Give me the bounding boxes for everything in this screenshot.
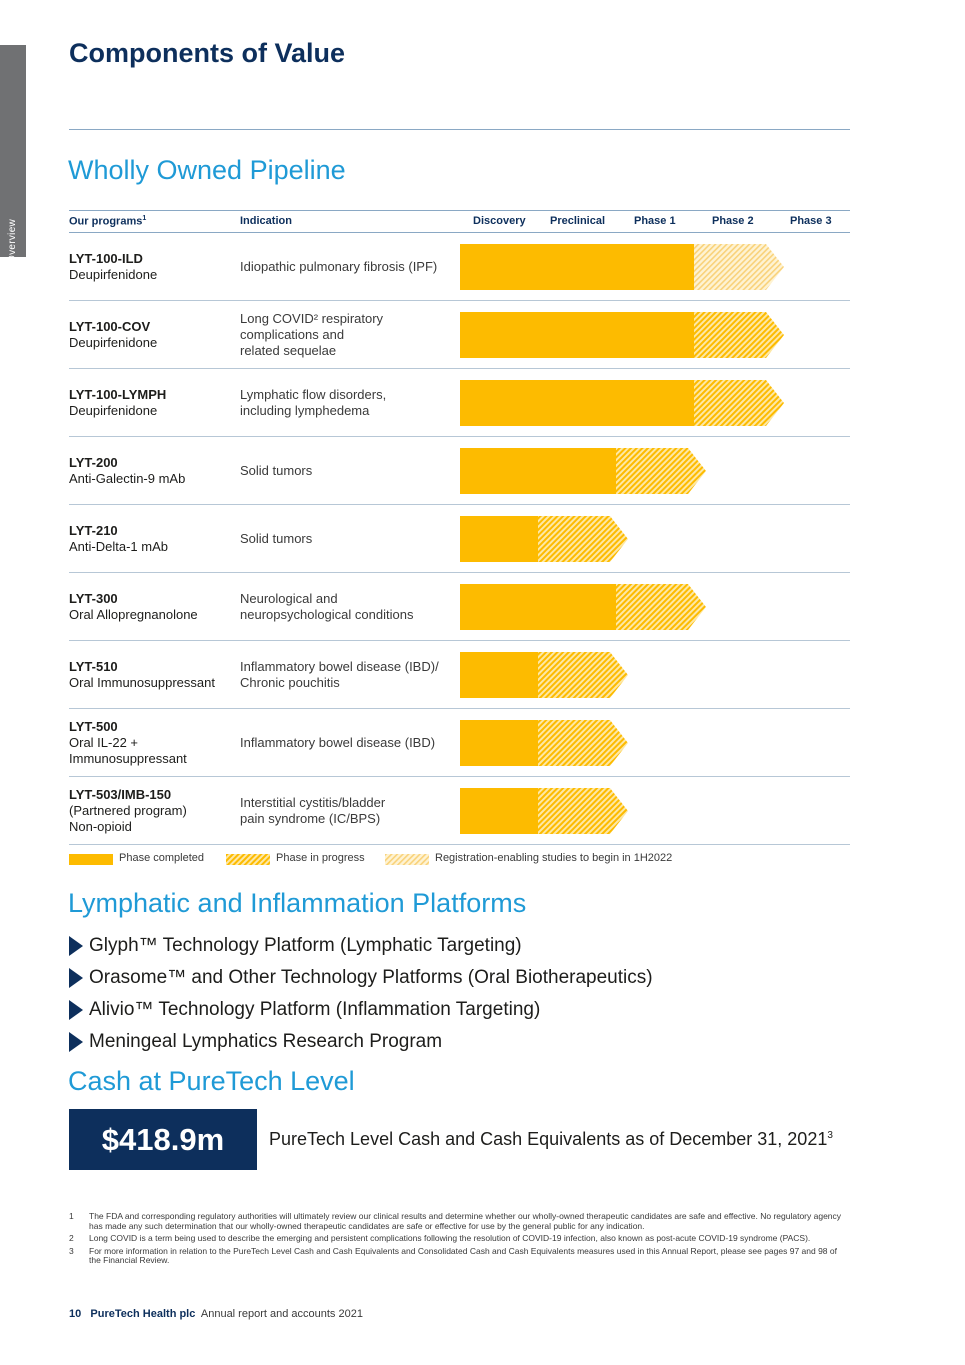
phase-progress-bar — [460, 516, 628, 562]
phase-in-progress-segment — [538, 652, 628, 698]
platform-item: Alivio™ Technology Platform (Inflammation Targeting) — [69, 996, 653, 1028]
indication-cell — [240, 505, 460, 572]
program-description: Immunosuppressant — [69, 750, 187, 766]
page-title: Components of Value — [69, 38, 346, 68]
indication-line: Long COVID² respiratory — [240, 310, 384, 326]
program-code: LYT-500 — [69, 718, 118, 734]
phase-progress-bar — [460, 244, 784, 290]
footnote: 3 For more information in relation to the PureTech Level Cash and Cash Equivalents and Consolidated Cash and Cash Equivalents measures used in this Annual Report, please see pages 97 and 98 of the Financial Review. — [69, 1245, 837, 1265]
phase-in-progress-segment — [538, 720, 628, 766]
platform-item: Glyph™ Technology Platform (Lymphatic Targeting) — [69, 932, 653, 964]
footer-report: Annual report and accounts 2021 — [200, 1308, 363, 1320]
program-code: LYT-100-ILD — [69, 250, 143, 266]
indication-cell — [240, 641, 460, 708]
program-code: LYT-100-LYMPH — [69, 386, 167, 402]
legend-registration: Registration-enabling studies to begin in 1H2022 — [435, 852, 673, 864]
program-code: LYT-300 — [69, 590, 118, 606]
indication-cell — [240, 301, 460, 368]
pipeline-table — [69, 210, 850, 845]
page-number: 10 — [69, 1308, 82, 1320]
program-description: Oral IL-22 + — [69, 734, 139, 750]
indication-line: complications and — [240, 326, 345, 342]
phase-completed-segment — [460, 652, 538, 698]
phase-completed-segment — [460, 244, 694, 290]
phase-progress-bar — [460, 380, 784, 426]
bullet-arrow-icon — [69, 968, 83, 988]
program-code: LYT-510 — [69, 658, 118, 674]
indication-line: neuropsychological conditions — [240, 606, 414, 622]
phase-in-progress-segment — [538, 788, 628, 834]
pipeline-row — [69, 709, 850, 777]
indication-line: Idiopathic pulmonary fibrosis (IPF) — [240, 258, 438, 274]
pipeline-row — [69, 573, 850, 641]
registration-segment — [694, 244, 784, 290]
indication-line: Inflammatory bowel disease (IBD) — [240, 734, 436, 750]
indication-cell — [240, 777, 460, 844]
footer-company: PureTech Health plc — [90, 1308, 196, 1320]
phase-completed-segment — [460, 788, 538, 834]
platforms-list — [69, 932, 653, 1060]
footnote: 2 Long COVID is a term being used to describe the emerging and persistent complications following the resolution of COVID-19 infection, also known as post-acute COVID-19 syndrome (PACS). — [69, 1233, 811, 1243]
pipeline-rows — [69, 233, 850, 845]
program-cell — [69, 437, 237, 504]
legend-swatch-completed — [69, 854, 113, 865]
phase-in-progress-segment — [538, 516, 628, 562]
col-discovery: Discovery — [473, 215, 526, 227]
program-cell — [69, 369, 237, 436]
col-programs: Our programs$^1$ — [69, 215, 147, 228]
phase-progress-bar — [460, 312, 784, 358]
pipeline-row — [69, 437, 850, 505]
phase-completed-segment — [460, 312, 694, 358]
footnote: 1 The FDA and corresponding regulatory authorities will ultimately review our clinical results and determine whether our wholly-owned therapeutic candidates are safe and effective. No regulatory agency has made any such determination that our wholly-owned therapeutic candidates are safe or effective for use by the general public for any indication. — [69, 1211, 842, 1231]
program-description: Oral Immunosuppressant — [69, 674, 215, 690]
program-cell — [69, 641, 237, 708]
indication-line: pain syndrome (IC/BPS) — [240, 810, 381, 826]
program-cell — [69, 709, 237, 776]
side-tab-label: Overview — [7, 218, 18, 263]
pipeline-row — [69, 505, 850, 573]
phase-progress-bar — [460, 720, 628, 766]
indication-line: Chronic pouchitis — [240, 674, 340, 690]
program-description: Non-opioid — [69, 818, 132, 834]
page-footer — [69, 1308, 363, 1320]
phase-progress-bar — [460, 448, 706, 494]
program-description: Oral Allopregnanolone — [69, 606, 198, 622]
program-description: Anti-Delta-1 mAb — [69, 538, 168, 554]
legend-completed: Phase completed — [119, 852, 204, 864]
bullet-arrow-icon — [69, 1000, 83, 1020]
pipeline-row — [69, 641, 850, 709]
section-side-tab — [0, 45, 26, 263]
pipeline-table-header — [69, 210, 850, 233]
program-cell — [69, 301, 237, 368]
program-cell — [69, 233, 237, 300]
phase-in-progress-segment — [694, 380, 784, 426]
indication-line: Solid tumors — [240, 462, 313, 478]
pipeline-row — [69, 301, 850, 369]
legend-swatch-registration — [385, 854, 429, 865]
indication-cell — [240, 709, 460, 776]
bullet-arrow-icon — [69, 1032, 83, 1052]
pipeline-row — [69, 233, 850, 301]
indication-line: Neurological and — [240, 590, 338, 606]
cash-heading: Cash at PureTech Level — [68, 1066, 355, 1096]
program-code: LYT-503/IMB-150 — [69, 786, 172, 802]
phase-progress-bar — [460, 652, 628, 698]
cash-amount: $418.9m — [69, 1109, 257, 1170]
indication-line: related sequelae — [240, 342, 337, 358]
phase-progress-bar — [460, 584, 706, 630]
phase-in-progress-segment — [616, 584, 706, 630]
phase-completed-segment — [460, 720, 538, 766]
program-code: LYT-210 — [69, 522, 118, 538]
bullet-arrow-icon — [69, 936, 83, 956]
col-phase2: Phase 2 — [712, 215, 754, 227]
program-cell — [69, 573, 237, 640]
indication-line: Interstitial cystitis/bladder — [240, 794, 386, 810]
footnotes — [69, 1212, 849, 1269]
program-cell — [69, 777, 237, 844]
col-indication: Indication — [240, 215, 292, 227]
indication-cell — [240, 233, 460, 300]
indication-line: Solid tumors — [240, 530, 313, 546]
legend-in-progress: Phase in progress — [276, 852, 365, 864]
col-phase3: Phase 3 — [790, 215, 832, 227]
indication-cell — [240, 437, 460, 504]
program-cell — [69, 505, 237, 572]
phase-completed-segment — [460, 380, 694, 426]
indication-line: Inflammatory bowel disease (IBD)/ — [240, 658, 439, 674]
phase-progress-bar — [460, 788, 628, 834]
phase-completed-segment — [460, 448, 616, 494]
pipeline-heading: Wholly Owned Pipeline — [68, 155, 346, 185]
program-description: Deupirfenidone — [69, 402, 158, 418]
platforms-heading: Lymphatic and Inflammation Platforms — [68, 888, 527, 918]
program-description: Deupirfenidone — [69, 334, 158, 350]
cash-description: PureTech Level Cash and Cash Equivalents as of December 31, 2021$^3$ — [269, 1129, 833, 1149]
program-description: (Partnered program) — [69, 802, 187, 818]
platform-item: Orasome™ and Other Technology Platforms (Oral Biotherapeutics) — [69, 964, 653, 996]
indication-line: including lymphedema — [240, 402, 370, 418]
program-description: Deupirfenidone — [69, 266, 158, 282]
program-description: Anti-Galectin-9 mAb — [69, 470, 186, 486]
phase-in-progress-segment — [694, 312, 784, 358]
phase-in-progress-segment — [616, 448, 706, 494]
platform-item: Meningeal Lymphatics Research Program — [69, 1028, 653, 1060]
program-code: LYT-100-COV — [69, 318, 151, 334]
phase-completed-segment — [460, 584, 616, 630]
title-divider — [69, 129, 850, 130]
pipeline-row — [69, 369, 850, 437]
col-phase1: Phase 1 — [634, 215, 676, 227]
indication-cell — [240, 573, 460, 640]
col-preclinical: Preclinical — [550, 215, 606, 227]
pipeline-row — [69, 777, 850, 845]
program-code: LYT-200 — [69, 454, 118, 470]
indication-line: Lymphatic flow disorders, — [240, 386, 387, 402]
legend-swatch-in-progress — [226, 854, 270, 865]
indication-cell — [240, 369, 460, 436]
phase-completed-segment — [460, 516, 538, 562]
